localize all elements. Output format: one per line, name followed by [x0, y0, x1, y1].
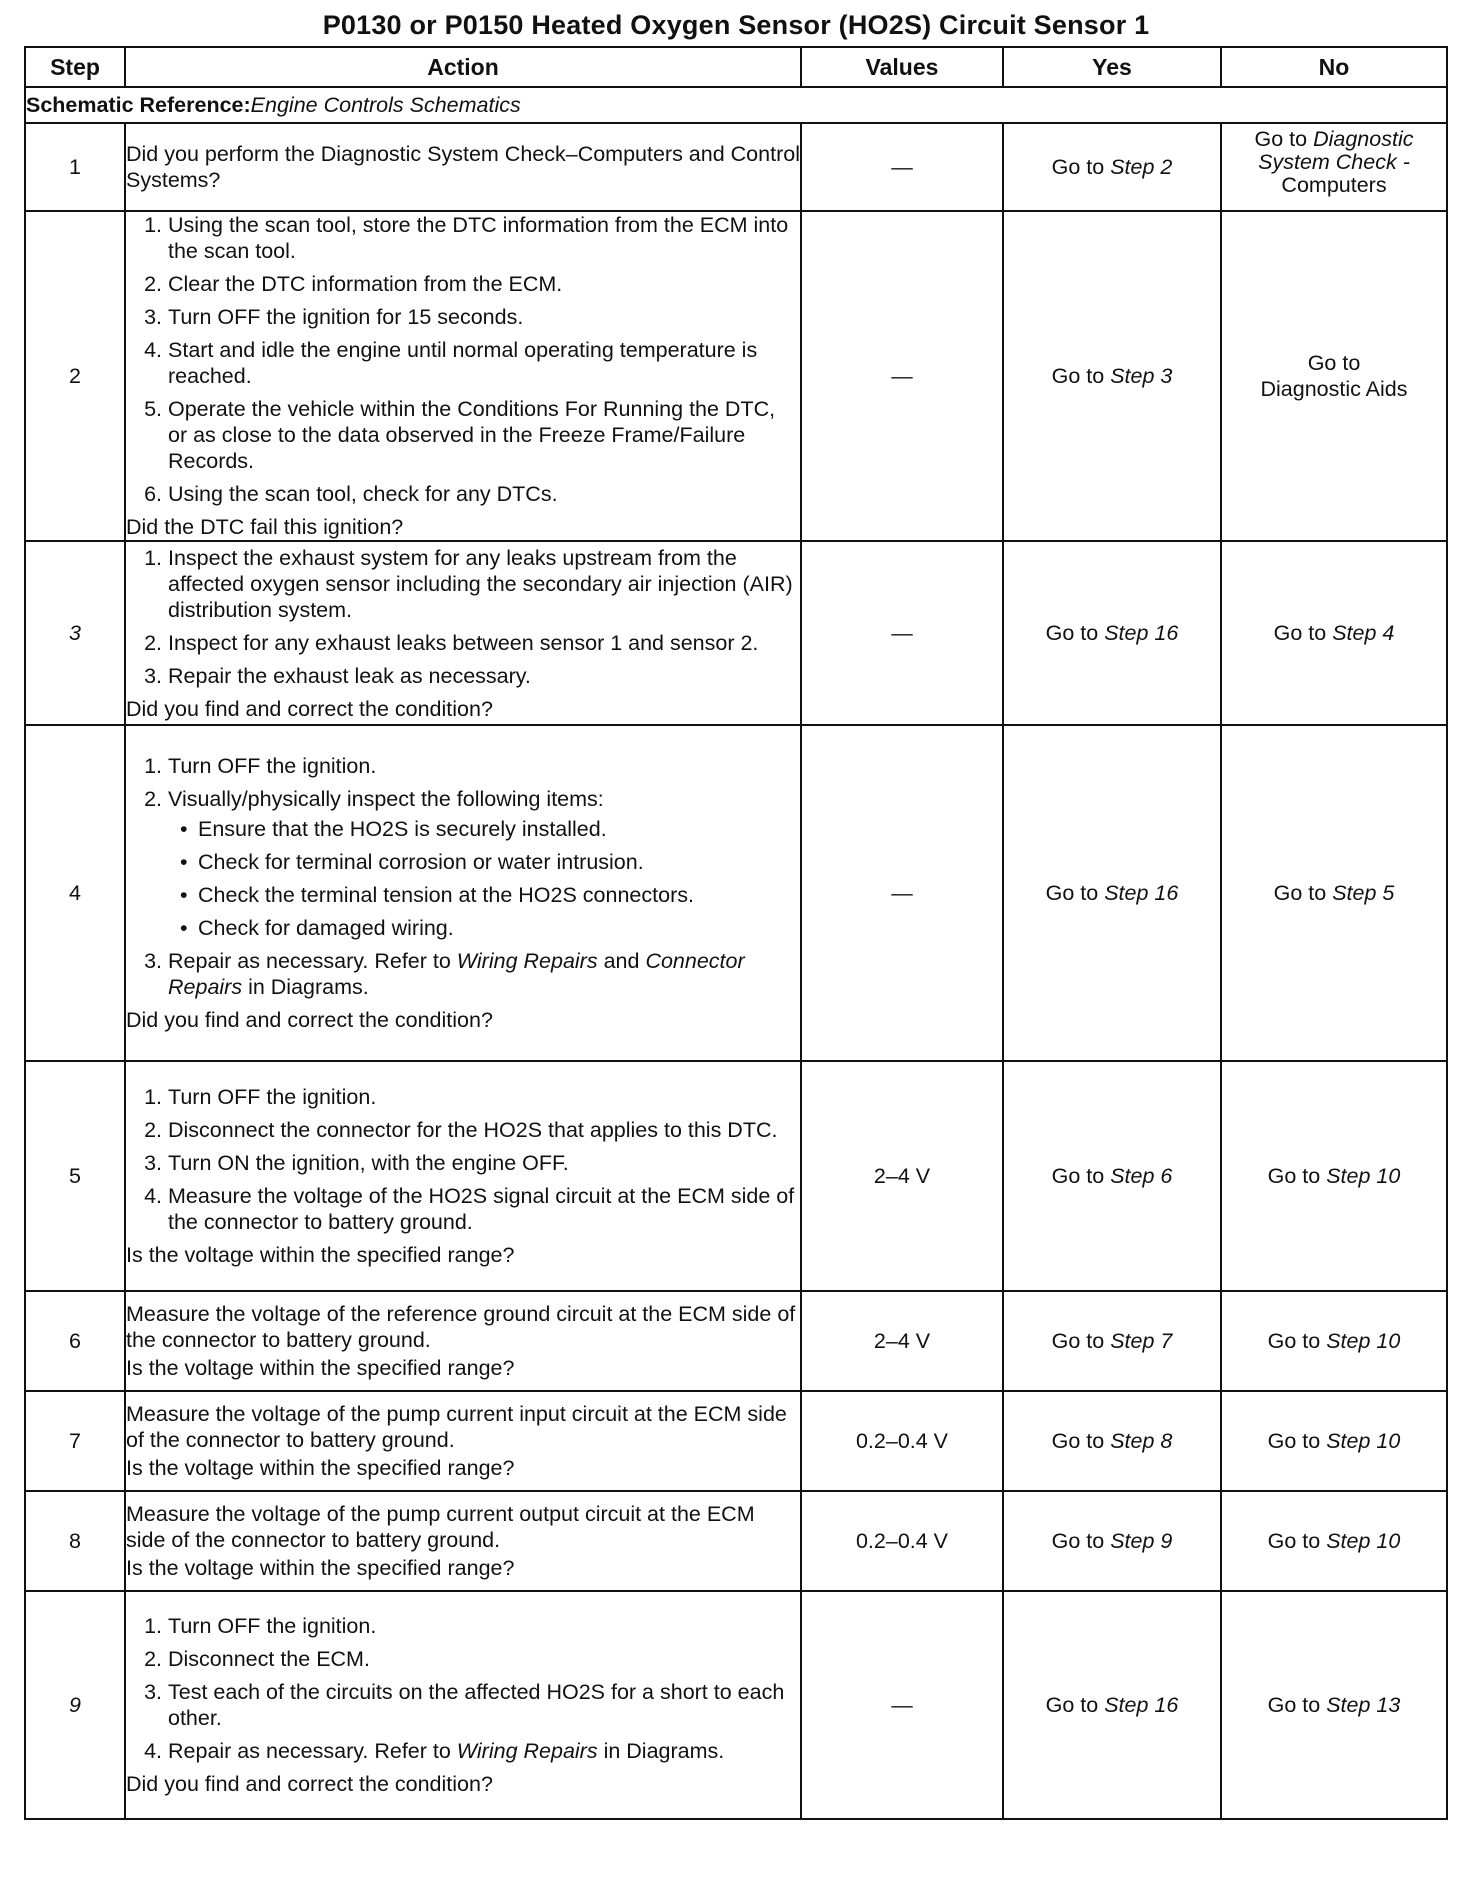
- action-text: Did you perform the Diagnostic System Check–Computers and Control Systems?: [126, 142, 800, 192]
- action-item-text: Repair as necessary. Refer to: [168, 1739, 451, 1763]
- go-to-text: Go to: [1307, 351, 1361, 375]
- no-step-link[interactable]: Step 10: [1326, 1429, 1401, 1453]
- action-item: [168, 1738, 800, 1764]
- bullet-item: • Check for damaged wiring.: [198, 915, 800, 941]
- values-cell: —: [801, 211, 1003, 541]
- step-number: 1: [25, 123, 125, 211]
- go-to-text: Go to: [1267, 1164, 1321, 1188]
- table-row: [25, 1491, 1447, 1591]
- action-list: [126, 545, 800, 689]
- no-cell[interactable]: [1221, 1061, 1447, 1291]
- action-cell: [125, 211, 801, 541]
- go-to-text: Go to: [1051, 1164, 1105, 1188]
- no-link-suffix: Computers: [1281, 173, 1387, 197]
- action-item: 4. Start and idle the engine until normal operating temperature is reached.: [168, 337, 800, 389]
- action-item: 3. Turn OFF the ignition for 15 seconds.: [168, 304, 800, 330]
- yes-step-link[interactable]: Step 16: [1104, 621, 1179, 645]
- header-yes: Yes: [1003, 47, 1221, 87]
- yes-step-link[interactable]: Step 2: [1110, 155, 1173, 179]
- schematic-reference-label: Schematic Reference:: [26, 93, 251, 117]
- action-item: 1. Turn OFF the ignition.: [168, 753, 800, 779]
- values-cell: 0.2–0.4 V: [801, 1491, 1003, 1591]
- no-step-link[interactable]: Step 4: [1332, 621, 1395, 645]
- table-row: [25, 725, 1447, 1061]
- go-to-text: Go to: [1267, 1329, 1321, 1353]
- action-item: 2. Disconnect the ECM.: [168, 1646, 800, 1672]
- header-step: Step: [25, 47, 125, 87]
- action-item-text: and: [603, 949, 640, 973]
- diagnostic-table: [24, 46, 1448, 1820]
- go-to-text: Go to: [1267, 1693, 1321, 1717]
- step-number: 5: [25, 1061, 125, 1291]
- yes-cell[interactable]: [1003, 1391, 1221, 1491]
- go-to-text: Go to: [1045, 1693, 1099, 1717]
- no-cell[interactable]: [1221, 123, 1447, 211]
- action-item-text: Visually/physically inspect the following items:: [168, 787, 604, 811]
- table-row: [25, 123, 1447, 211]
- no-step-link[interactable]: Step 10: [1326, 1329, 1401, 1353]
- yes-cell[interactable]: [1003, 541, 1221, 725]
- wiring-repairs-link[interactable]: Wiring Repairs: [456, 1739, 598, 1763]
- action-item: 2. Disconnect the connector for the HO2S that applies to this DTC.: [168, 1117, 800, 1143]
- action-cell: [125, 1061, 801, 1291]
- no-step-link[interactable]: Step 10: [1326, 1529, 1401, 1553]
- go-to-text: Go to: [1254, 127, 1308, 151]
- action-item: 2. Inspect for any exhaust leaks between sensor 1 and sensor 2.: [168, 630, 800, 656]
- action-text: Measure the voltage of the reference ground circuit at the ECM side of the connector to battery ground.: [126, 1302, 796, 1352]
- no-step-link[interactable]: Step 10: [1326, 1164, 1401, 1188]
- values-cell: 0.2–0.4 V: [801, 1391, 1003, 1491]
- action-cell: [125, 1491, 801, 1591]
- go-to-text: Go to: [1273, 881, 1327, 905]
- step-number: 7: [25, 1391, 125, 1491]
- action-question: Did the DTC fail this ignition?: [126, 515, 404, 539]
- values-cell: —: [801, 725, 1003, 1061]
- no-cell[interactable]: [1221, 1291, 1447, 1391]
- action-list: [126, 212, 800, 507]
- no-link[interactable]: Diagnostic System Check -: [1258, 127, 1414, 174]
- bullet-item: • Check the terminal tension at the HO2S connectors.: [198, 882, 800, 908]
- table-row: [25, 211, 1447, 541]
- go-to-text: Go to: [1051, 1529, 1105, 1553]
- connector-repairs-link[interactable]: Connector Repairs: [168, 949, 745, 999]
- header-row: [25, 47, 1447, 87]
- action-text: Measure the voltage of the pump current input circuit at the ECM side of the connector to battery ground.: [126, 1402, 787, 1452]
- header-action: Action: [125, 47, 801, 87]
- action-item: 1. Turn OFF the ignition.: [168, 1084, 800, 1110]
- action-item-text: Repair as necessary. Refer to: [168, 949, 451, 973]
- action-cell: [125, 541, 801, 725]
- go-to-text: Go to: [1051, 1329, 1105, 1353]
- yes-cell[interactable]: [1003, 1291, 1221, 1391]
- schematic-reference-link[interactable]: Engine Controls Schematics: [250, 93, 521, 117]
- go-to-text: Go to: [1051, 364, 1105, 388]
- schematic-reference-row: [25, 87, 1447, 123]
- header-no: No: [1221, 47, 1447, 87]
- table-row: [25, 1391, 1447, 1491]
- action-item: 3. Turn ON the ignition, with the engine OFF.: [168, 1150, 800, 1176]
- action-item-text: in Diagrams.: [603, 1739, 725, 1763]
- no-cell[interactable]: [1221, 541, 1447, 725]
- action-item: 4. Measure the voltage of the HO2S signal circuit at the ECM side of the connector to battery ground.: [168, 1183, 800, 1235]
- table-row: [25, 1291, 1447, 1391]
- yes-cell[interactable]: [1003, 211, 1221, 541]
- step-number: 6: [25, 1291, 125, 1391]
- inspection-bullet-list: [168, 816, 800, 941]
- action-item: 6. Using the scan tool, check for any DTCs.: [168, 481, 800, 507]
- yes-cell[interactable]: [1003, 1491, 1221, 1591]
- action-cell: [125, 123, 801, 211]
- action-list: [126, 753, 800, 1000]
- table-row: [25, 541, 1447, 725]
- page-title: P0130 or P0150 Heated Oxygen Sensor (HO2S) Circuit Sensor 1: [322, 10, 1150, 40]
- values-cell: —: [801, 123, 1003, 211]
- yes-step-link[interactable]: Step 16: [1104, 1693, 1179, 1717]
- action-list: [126, 1613, 800, 1764]
- no-step-link[interactable]: Step 5: [1332, 881, 1395, 905]
- header-values: Values: [801, 47, 1003, 87]
- no-cell[interactable]: [1221, 1591, 1447, 1819]
- yes-cell[interactable]: [1003, 1591, 1221, 1819]
- go-to-text: Go to: [1045, 881, 1099, 905]
- action-question: Is the voltage within the specified range?: [126, 1556, 515, 1580]
- action-item: [168, 786, 800, 941]
- table-row: [25, 1591, 1447, 1819]
- bullet-item: • Check for terminal corrosion or water intrusion.: [198, 849, 800, 875]
- no-cell[interactable]: [1221, 1391, 1447, 1491]
- yes-step-link[interactable]: Step 8: [1110, 1429, 1173, 1453]
- schematic-reference: [25, 87, 1447, 123]
- yes-step-link[interactable]: Step 7: [1110, 1329, 1173, 1353]
- action-item-text: in Diagrams.: [248, 975, 369, 999]
- action-question: Is the voltage within the specified range?: [126, 1356, 515, 1380]
- yes-step-link[interactable]: Step 3: [1110, 364, 1173, 388]
- no-cell[interactable]: [1221, 1491, 1447, 1591]
- table-row: [25, 1061, 1447, 1291]
- action-cell: [125, 1291, 801, 1391]
- no-cell[interactable]: [1221, 211, 1447, 541]
- go-to-text: Go to: [1045, 621, 1099, 645]
- values-cell: 2–4 V: [801, 1061, 1003, 1291]
- step-number: 8: [25, 1491, 125, 1591]
- values-cell: 2–4 V: [801, 1291, 1003, 1391]
- action-cell: [125, 1591, 801, 1819]
- action-question: Is the voltage within the specified range?: [126, 1456, 515, 1480]
- values-cell: —: [801, 541, 1003, 725]
- action-item: [168, 948, 800, 1000]
- wiring-repairs-link[interactable]: Wiring Repairs: [456, 949, 598, 973]
- action-item: 1. Turn OFF the ignition.: [168, 1613, 800, 1639]
- action-question: Did you find and correct the condition?: [126, 696, 493, 721]
- action-cell: [125, 1391, 801, 1491]
- go-to-text: Go to: [1273, 621, 1327, 645]
- step-number: 2: [25, 211, 125, 541]
- action-question: Did you find and correct the condition?: [126, 1008, 493, 1032]
- go-to-text: Go to: [1051, 155, 1105, 179]
- action-item: 1. Using the scan tool, store the DTC information from the ECM into the scan tool.: [168, 212, 800, 264]
- go-to-text: Go to: [1267, 1529, 1321, 1553]
- go-to-text: Go to: [1051, 1429, 1105, 1453]
- step-number: 9: [25, 1591, 125, 1819]
- bullet-item: • Ensure that the HO2S is securely installed.: [198, 816, 800, 842]
- action-text: Measure the voltage of the pump current output circuit at the ECM side of the connector to battery ground.: [126, 1502, 755, 1552]
- go-to-text: Go to: [1267, 1429, 1321, 1453]
- yes-cell[interactable]: [1003, 1061, 1221, 1291]
- step-number: 4: [25, 725, 125, 1061]
- no-step-link[interactable]: Step 13: [1326, 1693, 1401, 1717]
- action-item: 2. Clear the DTC information from the ECM.: [168, 271, 800, 297]
- action-cell: [125, 725, 801, 1061]
- yes-step-link[interactable]: Step 16: [1104, 881, 1179, 905]
- step-number: 3: [25, 541, 125, 725]
- values-cell: —: [801, 1591, 1003, 1819]
- action-item: 3. Repair the exhaust leak as necessary.: [168, 663, 800, 689]
- yes-step-link[interactable]: Step 6: [1110, 1164, 1173, 1188]
- action-item: 1. Inspect the exhaust system for any leaks upstream from the affected oxygen sensor including the secondary air injection (AIR) distribution system.: [168, 545, 800, 623]
- yes-cell[interactable]: [1003, 123, 1221, 211]
- no-link[interactable]: Diagnostic Aids: [1260, 377, 1408, 401]
- no-cell[interactable]: [1221, 725, 1447, 1061]
- action-question: Did you find and correct the condition?: [126, 1772, 493, 1796]
- action-item: 3. Test each of the circuits on the affected HO2S for a short to each other.: [168, 1679, 800, 1731]
- yes-cell[interactable]: [1003, 725, 1221, 1061]
- action-item: 5. Operate the vehicle within the Conditions For Running the DTC, or as close to the data observed in the Freeze Frame/Failure Records.: [168, 396, 800, 474]
- action-question: Is the voltage within the specified range?: [126, 1243, 515, 1267]
- yes-step-link[interactable]: Step 9: [1110, 1529, 1173, 1553]
- action-list: [126, 1084, 800, 1235]
